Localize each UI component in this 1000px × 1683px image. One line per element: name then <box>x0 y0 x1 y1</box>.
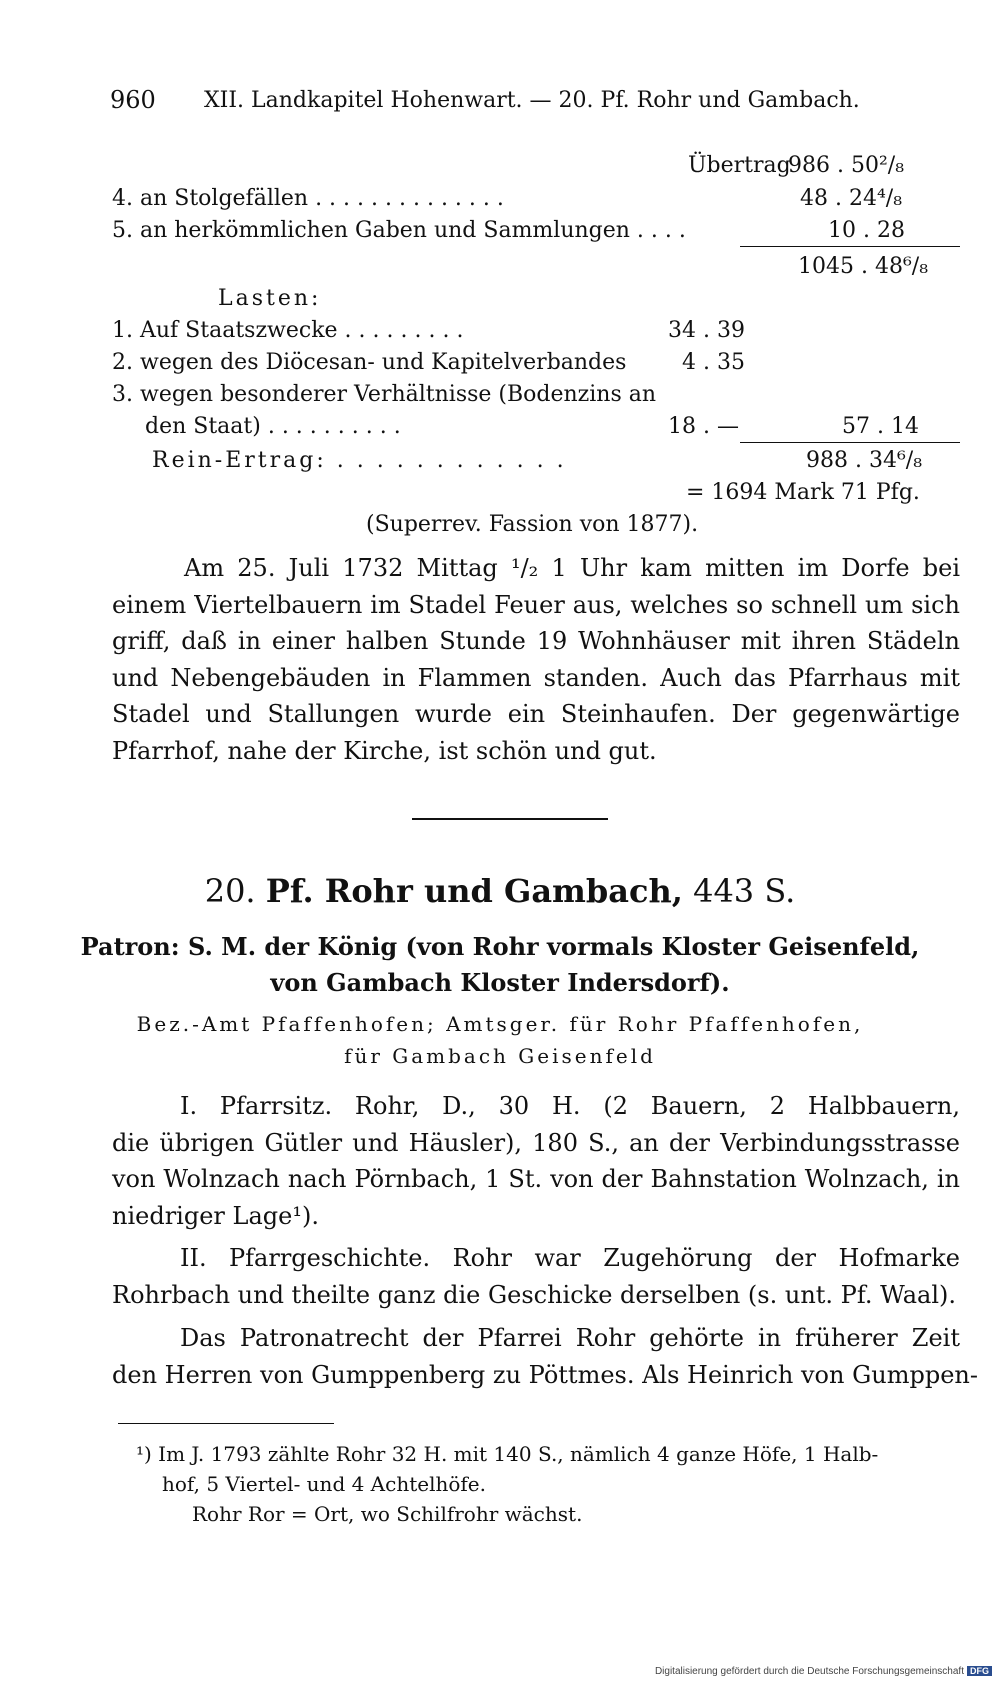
text-line: II. Pfarrgeschichte. Rohr war Zugehörung der Hofmarke <box>180 1244 960 1272</box>
burden-total-value: 57 . 14 <box>842 414 919 439</box>
carry-label: Übertrag <box>688 153 791 178</box>
office-line: für Gambach Geisenfeld <box>344 1044 656 1068</box>
burden-label: 2. wegen des Diöcesan- und Kapitelverbandes <box>112 350 627 375</box>
sum-rule <box>740 442 960 443</box>
burden-label: 3. wegen besonderer Verhältnisse (Bodenzins an <box>112 382 657 407</box>
paragraph-pfarrsitz <box>112 1088 960 1234</box>
text-line: Das Patronatrecht der Pfarrei Rohr gehörte in früherer Zeit <box>180 1324 960 1352</box>
footnote-line: Rohr Ror = Ort, wo Schilfrohr wächst. <box>192 1502 583 1526</box>
footnote-line: hof, 5 Viertel- und 4 Achtelhöfe. <box>162 1472 486 1496</box>
subtotal-value: 1045 . 48⁶/₈ <box>798 254 929 279</box>
patron-line: von Gambach Kloster Indersdorf). <box>270 968 730 997</box>
section-number: 20. <box>204 872 256 910</box>
net-label: Rein-Ertrag: . . . . . . . . . . . . <box>152 448 567 473</box>
carry-value: 986 . 50²/₈ <box>788 153 905 178</box>
paragraph-fire <box>112 550 960 770</box>
account-item-value: 48 . 24⁴/₈ <box>800 186 903 211</box>
running-title: XII. Landkapitel Hohenwart. — 20. Pf. Rohr und Gambach. <box>204 88 860 113</box>
text-line: von Wolnzach nach Pörnbach, 1 St. von der Bahnstation Wolnzach, in <box>112 1165 960 1194</box>
text-line: die übrigen Gütler und Häusler), 180 S., an der Verbindungsstrasse <box>112 1128 960 1157</box>
net-value: 988 . 34⁶/₈ <box>806 448 923 473</box>
office-line: Bez.-Amt Pfaffenhofen; Amtsger. für Rohr Pfaffenhofen, <box>136 1012 864 1036</box>
text-line: Rohrbach und theilte ganz die Geschicke derselben (s. unt. Pf. Waal). <box>112 1280 956 1309</box>
mark-value: = 1694 Mark 71 Pfg. <box>686 480 920 505</box>
patron-line: Patron: S. M. der König (von Rohr vormals Kloster Geisenfeld, <box>80 932 920 961</box>
account-item-label: 4. an Stolgefällen . . . . . . . . . . . . . . <box>112 186 504 211</box>
page-number: 960 <box>110 86 156 114</box>
burden-value: 18 . — <box>668 414 739 439</box>
text-line: I. Pfarrsitz. Rohr, D., 30 H. (2 Bauern, 2 Halbbauern, <box>180 1092 960 1120</box>
footnote-line: ¹) Im J. 1793 zählte Rohr 32 H. mit 140 S., nämlich 4 ganze Höfe, 1 Halb- <box>136 1442 879 1466</box>
text-line: einem Viertelbauern im Stadel Feuer aus, welches so schnell um sich <box>112 590 960 619</box>
account-item-label: 5. an herkömmlichen Gaben und Sammlungen . . . . <box>112 218 686 243</box>
sum-rule <box>740 246 960 247</box>
text-line: niedriger Lage¹). <box>112 1201 319 1230</box>
source-note: (Superrev. Fassion von 1877). <box>366 512 699 537</box>
dfg-logo: DFG <box>967 1666 992 1676</box>
burden-label: den Staat) . . . . . . . . . . <box>145 414 401 439</box>
text-line: Pfarrhof, nahe der Kirche, ist schön und gut. <box>112 736 657 765</box>
section-souls: 443 S. <box>693 872 796 910</box>
text-line: den Herren von Gumppenberg zu Pöttmes. Als Heinrich von Gumppen- <box>112 1360 978 1389</box>
text-line: Stadel und Stallungen wurde ein Steinhaufen. Der gegenwärtige <box>112 700 960 729</box>
digitization-text: Digitalisierung gefördert durch die Deutsche Forschungsgemeinschaft <box>654 1666 964 1677</box>
text-line: Am 25. Juli 1732 Mittag ¹/₂ 1 Uhr kam mitten im Dorfe bei <box>184 554 960 582</box>
paragraph-pfarrgeschichte <box>112 1240 960 1313</box>
paragraph-patronatrecht <box>112 1320 978 1393</box>
section-divider <box>412 818 608 820</box>
section-name: Pf. Rohr und Gambach, <box>265 872 683 910</box>
burdens-heading: Lasten: <box>218 286 322 311</box>
digitization-note <box>655 1666 992 1677</box>
burden-value: 34 . 39 <box>668 318 745 343</box>
burden-label: 1. Auf Staatszwecke . . . . . . . . . <box>112 318 464 343</box>
account-item-value: 10 . 28 <box>828 218 905 243</box>
footnote-rule <box>118 1423 334 1424</box>
text-line: griff, daß in einer halben Stunde 19 Wohnhäuser mit ihren Städeln <box>112 627 960 656</box>
section-title <box>0 872 1000 910</box>
text-line: und Nebengebäuden in Flammen standen. Auch das Pfarrhaus mit <box>112 663 960 692</box>
burden-value: 4 . 35 <box>682 350 745 375</box>
